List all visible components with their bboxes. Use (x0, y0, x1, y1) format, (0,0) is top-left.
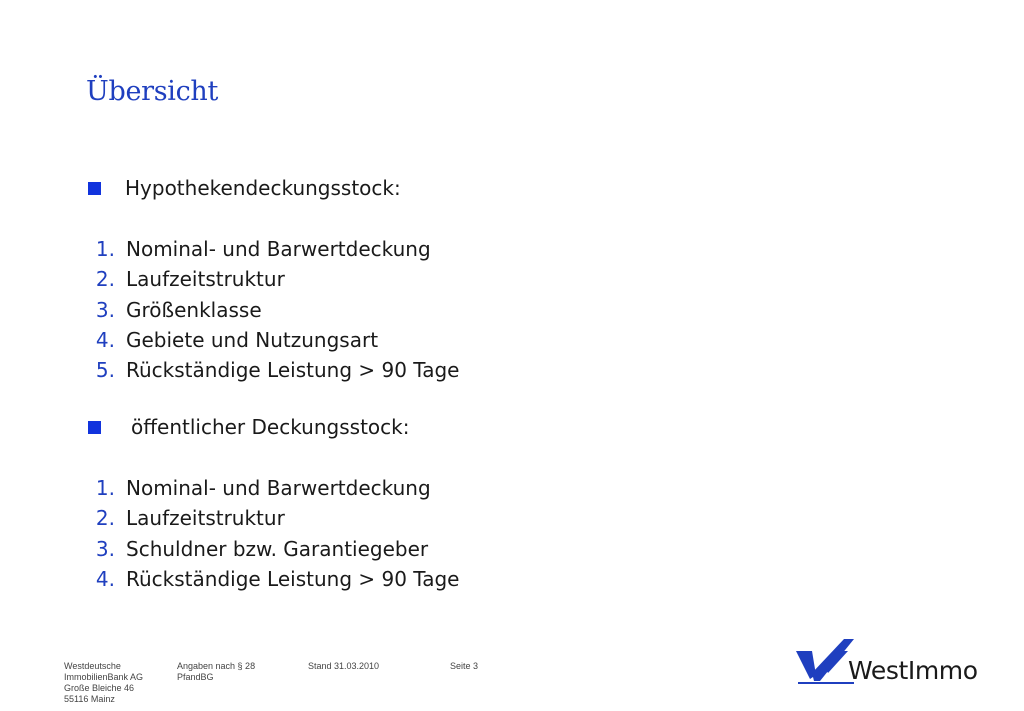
list-item (88, 473, 608, 503)
square-bullet-icon (88, 421, 101, 434)
list-item-text: Rückständige Leistung > 90 Tage (126, 358, 460, 383)
list-item-text: Schuldner bzw. Garantiegeber (126, 536, 429, 561)
list-item-number: 4. (95, 567, 115, 592)
footer-legal-note (177, 661, 287, 683)
list-item (88, 503, 608, 533)
list-item (88, 264, 608, 294)
list-item-text: Größenklasse (126, 297, 262, 322)
list-item (88, 325, 608, 355)
square-bullet-icon (88, 182, 101, 195)
logo-text: WestImmo (848, 655, 978, 685)
list-item-text: Rückständige Leistung > 90 Tage (126, 567, 460, 592)
list-item-number: 3. (95, 536, 115, 561)
list-item-number: 1. (95, 237, 115, 262)
numbered-list (88, 234, 608, 385)
list-item (88, 534, 608, 564)
list-item-number: 4. (95, 328, 115, 353)
section-header-label: öffentlicher Deckungsstock: (131, 415, 410, 439)
footer-date: Stand 31.03.2010 (308, 661, 380, 671)
list-item-number: 1. (95, 476, 115, 501)
section-header-label: Hypothekendeckungsstock: (125, 176, 401, 200)
list-item-text: Nominal- und Barwertdeckung (126, 476, 431, 501)
footer-address-line: ImmobilienBank AG (64, 672, 144, 682)
list-item-number: 3. (95, 297, 115, 322)
list-item-text: Laufzeitstruktur (126, 506, 285, 531)
page-title: Übersicht (86, 76, 219, 107)
list-item-text: Nominal- und Barwertdeckung (126, 237, 431, 262)
list-item-number: 5. (95, 358, 115, 383)
list-item (88, 355, 608, 385)
list-item (88, 234, 608, 264)
footer-legal-line: Angaben nach § 28 (177, 661, 256, 671)
westimmo-logo-icon (794, 637, 856, 685)
footer-address (64, 661, 169, 705)
footer-address-line: 55116 Mainz (64, 694, 115, 704)
list-item-text: Gebiete und Nutzungsart (126, 328, 379, 353)
section-hypothekendeckungsstock (88, 176, 608, 385)
list-item-text: Laufzeitstruktur (126, 267, 285, 292)
list-item (88, 295, 608, 325)
westimmo-logo (794, 637, 978, 685)
footer-address-line: Westdeutsche (64, 661, 121, 671)
footer-address-line: Große Bleiche 46 (64, 683, 135, 693)
list-item-number: 2. (95, 506, 115, 531)
list-item-number: 2. (95, 267, 115, 292)
section-oeffentlicher-deckungsstock (88, 415, 608, 594)
footer-page-number: Seite 3 (450, 661, 479, 671)
section-header (88, 415, 608, 439)
list-item (88, 564, 608, 594)
section-header (88, 176, 608, 200)
numbered-list (88, 473, 608, 594)
footer-legal-line: PfandBG (177, 672, 214, 682)
